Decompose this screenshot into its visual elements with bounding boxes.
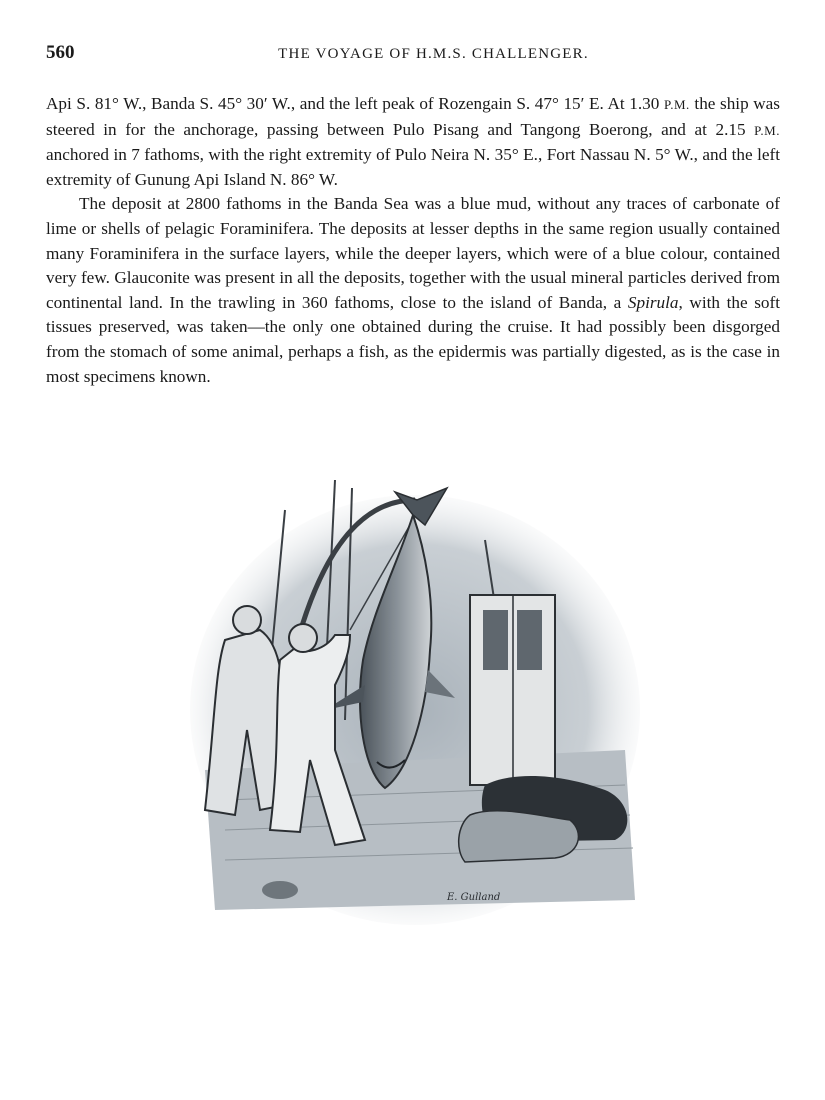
artist-signature: E. Gulland bbox=[447, 892, 501, 903]
text-run: anchored in 7 fathoms, with the right extremity of Pulo Neira N. 35° E., Fort Nassau N. 5° W., and the left extremity of Gunung Api Island N. 86° W. bbox=[46, 145, 780, 189]
running-title: THE VOYAGE OF H.M.S. CHALLENGER. bbox=[278, 46, 589, 62]
engraving-figure bbox=[185, 470, 645, 930]
text-run: The deposit at 2800 fathoms in the Banda Sea was a blue mud, without any traces of carbonate of lime or shells of pelagic Foraminifera. The deposits at lesser depths in the same region usually contained many Foraminifera in the surface layers, while the deeper layers, which were of a blue colour, contained very few. Glauconite was present in all the deposits, together with the usual mineral particles derived from continental land. In the trawling in 360 fathoms, close to the island of Banda, a bbox=[46, 194, 780, 312]
time-pm: P.M. bbox=[754, 122, 780, 138]
genus-name: Spirula bbox=[627, 292, 679, 312]
paragraph-anchorage bbox=[46, 92, 780, 192]
deckhouse bbox=[470, 595, 555, 785]
body-text bbox=[46, 92, 780, 389]
coiled-rope bbox=[262, 881, 298, 899]
text-run: the ship was steered in for the anchorage, passing between Pulo Pisang and Tangong Boerong, and at 2.15 bbox=[46, 94, 780, 139]
shark-on-deck-illustration bbox=[185, 470, 645, 930]
text-run: Api S. 81° W., Banda S. 45° 30′ W., and the left peak of Rozengain S. 47° 15′ E. At 1.30 bbox=[46, 94, 664, 113]
paragraph-deposits bbox=[46, 192, 780, 389]
page-number: 560 bbox=[46, 42, 75, 63]
page-header bbox=[46, 42, 781, 66]
text-run: , with the soft tissues preserved, was taken—the only one obtained during the cruise. It had possibly been disgorged from the stomach of some animal, perhaps a fish, as the epidermis was partially digested, as is the case in most specimens known. bbox=[46, 292, 780, 386]
time-pm: P.M. bbox=[663, 97, 690, 112]
